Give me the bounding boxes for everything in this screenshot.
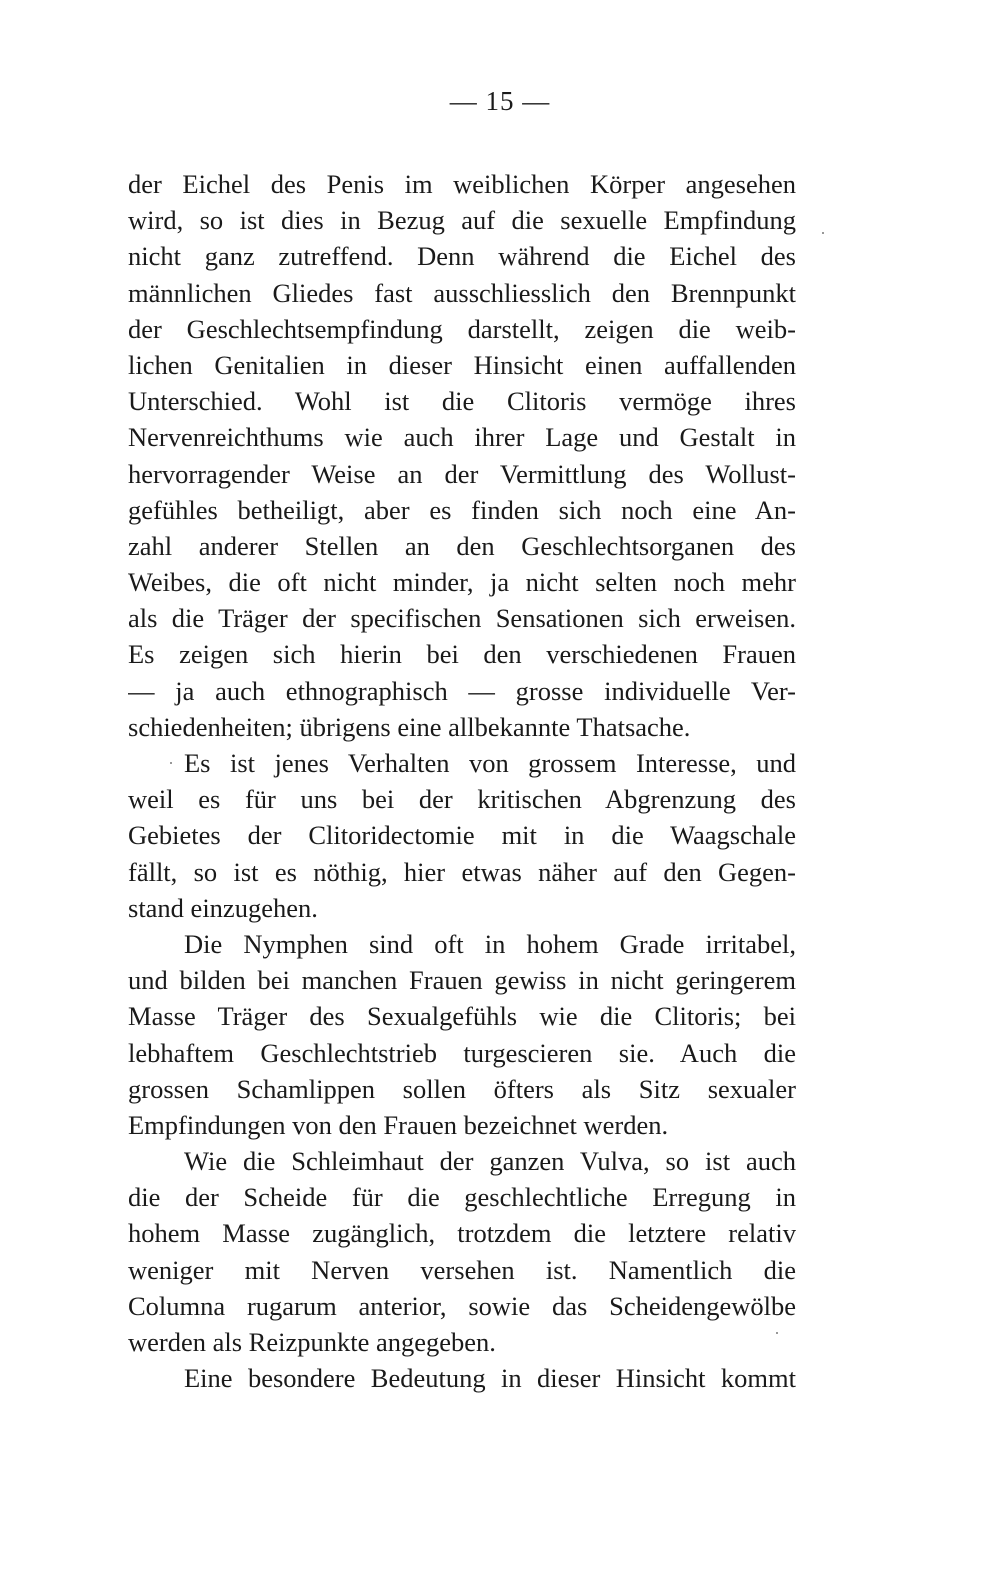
text-line: lichen Genitalien in dieser Hinsicht einen auffallenden: [128, 349, 796, 380]
text-line: stand einzugehen.: [128, 892, 318, 923]
text-line: als die Träger der specifischen Sensationen sich erweisen.: [128, 603, 796, 634]
text-line: männlichen Gliedes fast ausschliesslich den Brennpunkt: [128, 277, 796, 308]
text-line: Masse Träger des Sexualgefühls wie die Clitoris; bei: [128, 1001, 796, 1032]
text-line: Wie die Schleimhaut der ganzen Vulva, so ist auch: [184, 1146, 796, 1177]
text-line: Empfindungen von den Frauen bezeichnet werden.: [128, 1109, 669, 1140]
text-line: Gebietes der Clitoridectomie mit in die Waagschale: [128, 820, 796, 851]
text-line: wird, so ist dies in Bezug auf die sexuelle Empfindung: [128, 205, 796, 236]
text-line: der Geschlechtsempfindung darstellt, zeigen die weib-: [128, 313, 796, 344]
text-line: werden als Reizpunkte angegeben.: [128, 1327, 496, 1357]
scan-speck: [776, 1332, 778, 1334]
text-line: Es zeigen sich hierin bei den verschiedenen Frauen: [128, 639, 796, 670]
scan-speck: [170, 762, 172, 764]
text-line: Columna rugarum anterior, sowie das Scheidengewölbe: [128, 1290, 796, 1321]
text-line: Weibes, die oft nicht minder, ja nicht selten noch mehr: [128, 567, 796, 598]
body-text: [128, 166, 796, 1396]
text-line: — ja auch ethnographisch — grosse individuelle Ver-: [128, 675, 796, 706]
text-line: schiedenheiten; übrigens eine allbekannte Thatsache.: [128, 711, 691, 742]
text-line: der Eichel des Penis im weiblichen Körper angesehen: [128, 169, 796, 199]
text-line: Nervenreichthums wie auch ihrer Lage und Gestalt in: [128, 422, 796, 453]
text-line: hervorragender Weise an der Vermittlung des Wollust-: [128, 458, 796, 489]
text-line: die der Scheide für die geschlechtliche Erregung in: [128, 1182, 796, 1213]
text-line: nicht ganz zutreffend. Denn während die Eichel des: [128, 241, 796, 272]
text-line: Es ist jenes Verhalten von grossem Interesse, und: [184, 748, 796, 778]
text-line: weil es für uns bei der kritischen Abgrenzung des: [128, 784, 796, 815]
page-number: — 15 —: [449, 86, 551, 116]
text-line: und bilden bei manchen Frauen gewiss in nicht geringerem: [128, 965, 796, 996]
text-line: lebhaftem Geschlechtstrieb turgescieren sie. Auch die: [128, 1037, 796, 1068]
text-line: Eine besondere Bedeutung in dieser Hinsicht kommt: [184, 1363, 796, 1394]
scan-speck: [822, 232, 824, 234]
text-line: gefühles betheiligt, aber es finden sich noch eine An-: [128, 494, 796, 525]
text-line: fällt, so ist es nöthig, hier etwas näher auf den Gegen-: [128, 856, 796, 887]
text-line: grossen Schamlippen sollen öfters als Sitz sexualer: [128, 1073, 796, 1104]
text-line: zahl anderer Stellen an den Geschlechtsorganen des: [128, 530, 796, 561]
text-line: hohem Masse zugänglich, trotzdem die letztere relativ: [128, 1218, 796, 1249]
text-line: weniger mit Nerven versehen ist. Namentlich die: [128, 1254, 796, 1285]
text-line: Die Nymphen sind oft in hohem Grade irritabel,: [184, 928, 796, 959]
text-line: Unterschied. Wohl ist die Clitoris vermöge ihres: [128, 386, 796, 417]
